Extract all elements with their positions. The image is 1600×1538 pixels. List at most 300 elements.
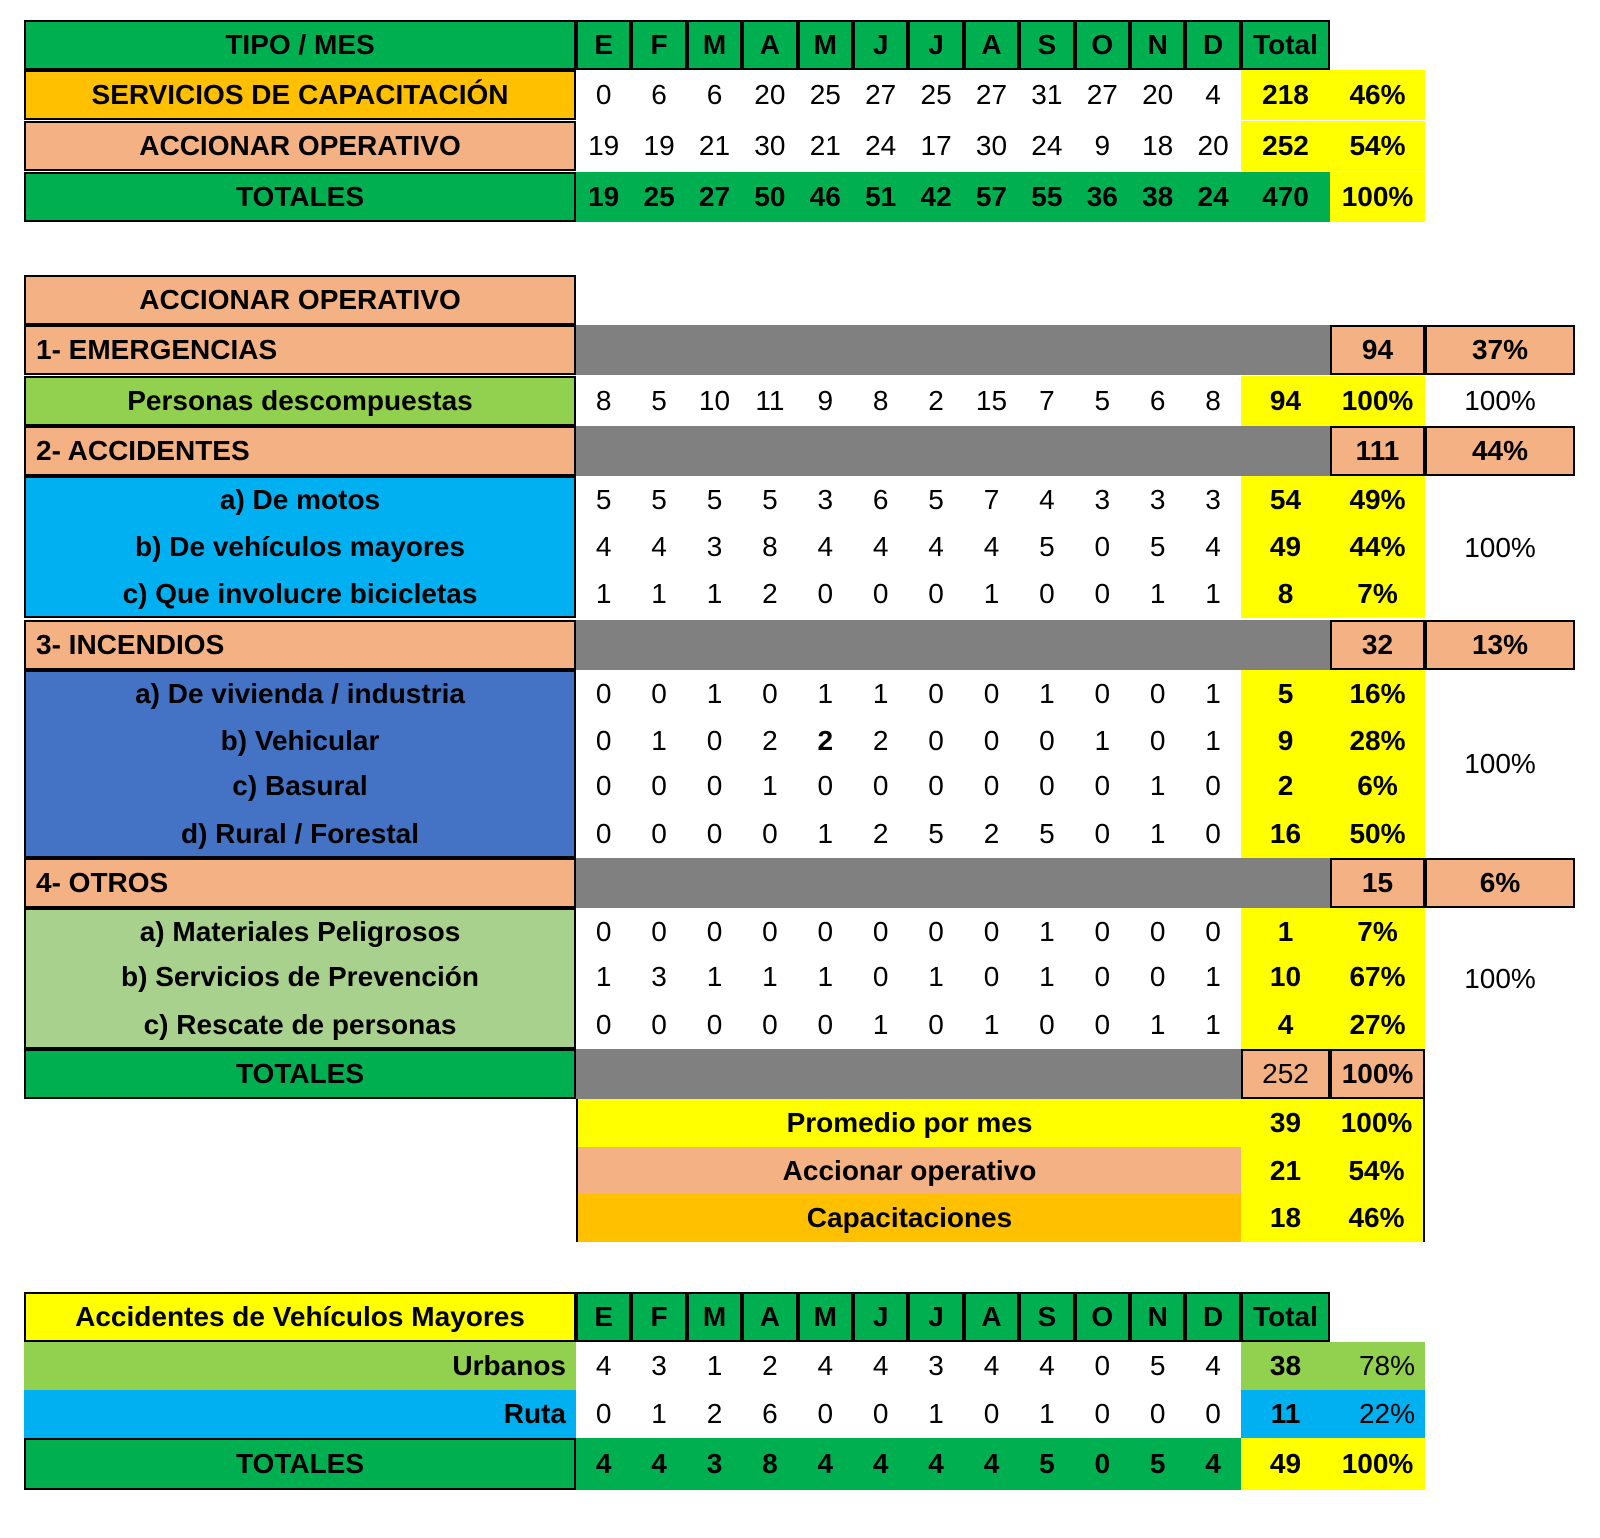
item-cell: 0 xyxy=(1094,678,1111,709)
vehiculos-row-label: Urbanos xyxy=(24,1342,576,1390)
item-cell: 5 xyxy=(651,484,667,515)
month-header: S xyxy=(1019,20,1074,70)
summary-pct: 54% xyxy=(1330,121,1425,171)
item-cell: 0 xyxy=(1039,578,1055,609)
item-cell: 1 xyxy=(1149,578,1166,609)
vehiculos-totals-cell: 4 xyxy=(798,1438,853,1490)
vehiculos-cell: 1 xyxy=(1039,1398,1055,1429)
section-total: 111 xyxy=(1330,426,1425,476)
summary-totals-cell: 51 xyxy=(853,172,908,222)
item-pct: 50% xyxy=(1330,810,1425,858)
item-label: b) Vehicular xyxy=(220,725,380,756)
month-header: E xyxy=(576,20,631,70)
vehiculos-cell: 0 xyxy=(1094,1350,1111,1381)
section-band xyxy=(576,426,1332,476)
item-cell: 1 xyxy=(983,1009,1000,1040)
vehiculos-cell: 1 xyxy=(928,1398,944,1429)
summary-cell: 19 xyxy=(588,130,620,161)
item-cell: 5 xyxy=(1039,531,1055,562)
vehiculos-cell: 0 xyxy=(817,1398,834,1429)
item-total: 8 xyxy=(1241,570,1330,618)
item-cell: 0 xyxy=(595,678,612,709)
item-cell: 4 xyxy=(595,531,612,562)
month-header: J xyxy=(853,1292,908,1342)
summary-totals-total: 470 xyxy=(1241,172,1330,222)
item-cell: 1 xyxy=(651,578,667,609)
summary-cell: 21 xyxy=(809,130,841,161)
item-cell: 1 xyxy=(1205,725,1221,756)
item-cell: 1 xyxy=(1149,1009,1166,1040)
item-cell: 5 xyxy=(1149,531,1166,562)
item-cell: 4 xyxy=(651,531,667,562)
item-total: 94 xyxy=(1241,376,1330,426)
item-cell: 4 xyxy=(1039,484,1055,515)
item-label: Personas descompuestas xyxy=(127,385,473,416)
item-cell: 0 xyxy=(1094,1009,1111,1040)
item-cell: 2 xyxy=(762,725,778,756)
month-header: F xyxy=(631,20,686,70)
item-cell: 1 xyxy=(1205,578,1221,609)
item-cell: 0 xyxy=(872,578,889,609)
item-cell: 4 xyxy=(983,531,1000,562)
vehiculos-cell: 4 xyxy=(983,1350,1000,1381)
item-cell: 0 xyxy=(872,916,889,947)
month-header: J xyxy=(853,20,908,70)
item-cell: 10 xyxy=(698,385,731,416)
item-cell: 15 xyxy=(975,385,1008,416)
section-label: 1- EMERGENCIAS xyxy=(24,325,576,375)
summary-header-label: TIPO / MES xyxy=(24,20,576,70)
item-cell: 0 xyxy=(762,818,778,849)
item-cell: 5 xyxy=(595,484,612,515)
vehiculos-totals-cell: 5 xyxy=(1019,1438,1074,1490)
item-cell: 2 xyxy=(762,578,778,609)
month-header: D xyxy=(1185,1292,1240,1342)
item-label: a) Materiales Peligrosos xyxy=(139,916,461,947)
vehiculos-cell: 0 xyxy=(1149,1398,1166,1429)
summary-cell: 20 xyxy=(1142,79,1174,110)
group-pct: 100% xyxy=(1464,385,1536,416)
vehiculos-totals-cell: 4 xyxy=(631,1438,686,1490)
item-cell: 1 xyxy=(872,678,889,709)
item-cell: 0 xyxy=(983,916,1000,947)
item-cell: 1 xyxy=(1205,1009,1221,1040)
item-label: b) Servicios de Prevención xyxy=(121,961,479,992)
summary-cell: 9 xyxy=(1094,130,1111,161)
vehiculos-totals-total: 49 xyxy=(1241,1438,1330,1490)
item-cell: 0 xyxy=(1149,916,1166,947)
item-cell: 0 xyxy=(928,678,944,709)
item-cell: 5 xyxy=(1039,818,1055,849)
month-header: M xyxy=(798,1292,853,1342)
item-cell: 2 xyxy=(983,818,1000,849)
promedio-value: 39 xyxy=(1241,1099,1330,1147)
item-cell: 3 xyxy=(1094,484,1111,515)
summary-cell: 27 xyxy=(975,79,1008,110)
item-cell: 0 xyxy=(1039,770,1055,801)
total-header: Total xyxy=(1241,1292,1330,1342)
item-cell: 0 xyxy=(928,725,944,756)
promedio-pct: 54% xyxy=(1330,1147,1423,1194)
item-cell: 0 xyxy=(1094,770,1111,801)
item-total: 5 xyxy=(1241,670,1330,718)
summary-cell: 30 xyxy=(975,130,1008,161)
month-header: N xyxy=(1130,1292,1185,1342)
section-label: 4- OTROS xyxy=(24,858,576,908)
summary-totals-pct: 100% xyxy=(1330,172,1425,222)
item-cell: 0 xyxy=(983,725,1000,756)
vehiculos-header-label: Accidentes de Vehículos Mayores xyxy=(24,1292,576,1342)
operativo-totals-total: 252 xyxy=(1241,1049,1330,1099)
section-total: 94 xyxy=(1330,325,1425,375)
vehiculos-totals-cell: 4 xyxy=(1185,1438,1240,1490)
item-cell: 0 xyxy=(817,578,834,609)
section-pct: 37% xyxy=(1425,325,1575,375)
summary-totals-cell: 42 xyxy=(908,172,963,222)
vehiculos-totals-cell: 4 xyxy=(576,1438,631,1490)
item-cell: 1 xyxy=(1039,678,1055,709)
section-label: 2- ACCIDENTES xyxy=(24,426,576,476)
vehiculos-pct: 78% xyxy=(1330,1342,1425,1390)
vehiculos-totals-cell: 3 xyxy=(687,1438,742,1490)
operativo-title: ACCIONAR OPERATIVO xyxy=(24,275,576,325)
item-pct: 49% xyxy=(1330,476,1425,524)
item-cell: 0 xyxy=(1039,725,1055,756)
item-cell: 4 xyxy=(872,531,889,562)
section-pct: 13% xyxy=(1425,620,1575,670)
vehiculos-cell: 0 xyxy=(983,1398,1000,1429)
item-pct: 6% xyxy=(1330,762,1425,810)
summary-totals-cell: 27 xyxy=(687,172,742,222)
summary-totals-cell: 19 xyxy=(576,172,631,222)
item-pct: 16% xyxy=(1330,670,1425,718)
month-header: F xyxy=(631,1292,686,1342)
item-label: b) De vehículos mayores xyxy=(135,531,465,562)
item-cell: 9 xyxy=(817,385,834,416)
item-cell: 1 xyxy=(706,961,723,992)
month-header: O xyxy=(1075,20,1130,70)
item-cell: 3 xyxy=(706,531,723,562)
item-cell: 0 xyxy=(651,1009,667,1040)
item-cell: 3 xyxy=(1205,484,1221,515)
item-cell: 4 xyxy=(928,531,944,562)
month-header: N xyxy=(1130,20,1185,70)
summary-cell: 24 xyxy=(1031,130,1063,161)
vehiculos-cell: 3 xyxy=(928,1350,944,1381)
item-cell: 3 xyxy=(817,484,834,515)
item-cell: 1 xyxy=(1205,961,1221,992)
item-cell: 1 xyxy=(817,961,834,992)
operativo-totals-band xyxy=(576,1049,1241,1099)
promedio-value: 21 xyxy=(1241,1147,1330,1194)
item-label: a) De motos xyxy=(219,484,381,515)
item-pct: 44% xyxy=(1330,523,1425,571)
item-cell: 1 xyxy=(817,818,834,849)
item-cell: 2 xyxy=(872,818,889,849)
item-cell: 5 xyxy=(706,484,723,515)
summary-cell: 24 xyxy=(865,130,897,161)
group-pct: 100% xyxy=(1464,748,1536,779)
summary-totals-cell: 25 xyxy=(631,172,686,222)
vehiculos-cell: 6 xyxy=(762,1398,778,1429)
vehiculos-cell: 0 xyxy=(1205,1398,1221,1429)
vehiculos-cell: 0 xyxy=(872,1398,889,1429)
month-header: J xyxy=(908,20,963,70)
vehiculos-cell: 2 xyxy=(762,1350,778,1381)
summary-cell: 20 xyxy=(1197,130,1229,161)
summary-cell: 4 xyxy=(1205,79,1221,110)
group-pct: 100% xyxy=(1464,532,1536,563)
item-cell: 1 xyxy=(1205,678,1221,709)
item-cell: 0 xyxy=(1149,961,1166,992)
item-cell: 1 xyxy=(1149,818,1166,849)
item-cell: 6 xyxy=(872,484,889,515)
item-total: 49 xyxy=(1241,523,1330,571)
item-cell: 0 xyxy=(651,916,667,947)
summary-total: 252 xyxy=(1241,121,1330,171)
item-cell: 0 xyxy=(1039,1009,1055,1040)
vehiculos-cell: 0 xyxy=(1094,1398,1111,1429)
summary-cell: 27 xyxy=(865,79,897,110)
summary-cell: 17 xyxy=(920,130,952,161)
vehiculos-totals-cell: 4 xyxy=(908,1438,963,1490)
item-pct: 100% xyxy=(1330,376,1425,426)
summary-cell: 0 xyxy=(595,79,612,110)
vehiculos-totals-cell: 4 xyxy=(853,1438,908,1490)
item-cell: 1 xyxy=(983,578,1000,609)
item-cell: 6 xyxy=(1149,385,1166,416)
item-cell: 4 xyxy=(1205,531,1221,562)
item-cell: 1 xyxy=(1039,961,1055,992)
summary-cell: 31 xyxy=(1031,79,1063,110)
summary-cell: 30 xyxy=(754,130,786,161)
item-cell: 0 xyxy=(928,770,944,801)
summary-totals-cell: 24 xyxy=(1185,172,1240,222)
item-cell: 5 xyxy=(1094,385,1111,416)
summary-cell: 20 xyxy=(754,79,786,110)
item-cell: 0 xyxy=(706,818,723,849)
item-cell: 5 xyxy=(762,484,778,515)
item-cell: 0 xyxy=(1205,818,1221,849)
item-pct: 7% xyxy=(1330,908,1425,956)
item-cell: 0 xyxy=(706,770,723,801)
month-header: J xyxy=(908,1292,963,1342)
vehiculos-cell: 3 xyxy=(651,1350,667,1381)
operativo-totals-pct: 100% xyxy=(1330,1049,1425,1099)
month-header: A xyxy=(964,1292,1019,1342)
item-cell: 0 xyxy=(872,770,889,801)
item-cell: 5 xyxy=(651,385,667,416)
section-label: 3- INCENDIOS xyxy=(24,620,576,670)
vehiculos-totals-cell: 5 xyxy=(1130,1438,1185,1490)
month-header: A xyxy=(742,20,797,70)
vehiculos-totals-pct: 100% xyxy=(1330,1438,1425,1490)
item-pct: 7% xyxy=(1330,570,1425,618)
item-cell: 1 xyxy=(762,770,778,801)
item-cell: 0 xyxy=(651,678,667,709)
summary-totals-cell: 38 xyxy=(1130,172,1185,222)
item-cell: 0 xyxy=(595,1009,612,1040)
month-header: E xyxy=(576,1292,631,1342)
summary-cell: 25 xyxy=(809,79,841,110)
summary-cell: 6 xyxy=(651,79,667,110)
item-cell: 0 xyxy=(1149,725,1166,756)
item-total: 9 xyxy=(1241,717,1330,765)
vehiculos-total: 11 xyxy=(1241,1390,1330,1438)
item-cell: 0 xyxy=(928,578,944,609)
total-header: Total xyxy=(1241,20,1330,70)
item-cell: 0 xyxy=(762,678,778,709)
item-total: 54 xyxy=(1241,476,1330,524)
vehiculos-totals-label: TOTALES xyxy=(24,1438,576,1490)
item-label: c) Que involucre bicicletas xyxy=(122,578,478,609)
item-cell: 0 xyxy=(651,770,667,801)
section-total: 32 xyxy=(1330,620,1425,670)
item-label: c) Basural xyxy=(232,770,368,801)
item-cell: 8 xyxy=(762,531,778,562)
promedio-value: 18 xyxy=(1241,1194,1330,1242)
item-cell: 1 xyxy=(872,1009,889,1040)
item-cell: 1 xyxy=(595,578,612,609)
summary-pct: 46% xyxy=(1330,70,1425,120)
month-header: M xyxy=(687,1292,742,1342)
item-cell: 8 xyxy=(1205,385,1221,416)
item-cell: 0 xyxy=(817,916,834,947)
summary-totals-cell: 55 xyxy=(1019,172,1074,222)
vehiculos-cell: 4 xyxy=(872,1350,889,1381)
item-pct: 67% xyxy=(1330,953,1425,1001)
item-cell: 7 xyxy=(983,484,1000,515)
vehiculos-cell: 4 xyxy=(817,1350,834,1381)
item-cell: 7 xyxy=(1039,385,1055,416)
item-cell: 0 xyxy=(762,1009,778,1040)
summary-totals-cell: 36 xyxy=(1075,172,1130,222)
section-pct: 44% xyxy=(1425,426,1575,476)
vehiculos-total: 38 xyxy=(1241,1342,1330,1390)
item-pct: 27% xyxy=(1330,1001,1425,1049)
summary-cell: 19 xyxy=(643,130,675,161)
vehiculos-cell: 4 xyxy=(1205,1350,1221,1381)
item-cell: 3 xyxy=(651,961,667,992)
item-cell: 2 xyxy=(817,725,834,756)
month-header: M xyxy=(687,20,742,70)
item-cell: 5 xyxy=(928,818,944,849)
summary-cell: 21 xyxy=(698,130,731,161)
summary-cell: 25 xyxy=(920,79,952,110)
vehiculos-cell: 5 xyxy=(1149,1350,1166,1381)
section-total: 15 xyxy=(1330,858,1425,908)
item-cell: 0 xyxy=(1094,818,1111,849)
item-cell: 1 xyxy=(706,578,723,609)
vehiculos-cell: 1 xyxy=(706,1350,723,1381)
item-cell: 0 xyxy=(1094,531,1111,562)
operativo-totals-label: TOTALES xyxy=(24,1049,576,1099)
item-cell: 0 xyxy=(595,725,612,756)
vehiculos-cell: 4 xyxy=(1039,1350,1055,1381)
item-cell: 1 xyxy=(651,725,667,756)
item-cell: 0 xyxy=(983,770,1000,801)
item-cell: 0 xyxy=(983,961,1000,992)
item-cell: 0 xyxy=(1149,678,1166,709)
item-cell: 0 xyxy=(817,1009,834,1040)
vehiculos-cell: 2 xyxy=(706,1398,723,1429)
item-cell: 1 xyxy=(817,678,834,709)
item-cell: 0 xyxy=(706,725,723,756)
item-total: 16 xyxy=(1241,810,1330,858)
item-cell: 1 xyxy=(1094,725,1111,756)
summary-cell: 27 xyxy=(1086,79,1118,110)
item-cell: 8 xyxy=(595,385,612,416)
item-total: 2 xyxy=(1241,762,1330,810)
promedio-label: Capacitaciones xyxy=(578,1194,1241,1242)
month-header: A xyxy=(964,20,1019,70)
summary-totals-label: TOTALES xyxy=(24,172,576,222)
item-cell: 1 xyxy=(762,961,778,992)
item-cell: 11 xyxy=(755,385,785,416)
promedio-label: Promedio por mes xyxy=(578,1099,1241,1147)
summary-row-label: SERVICIOS DE CAPACITACIÓN xyxy=(24,70,576,120)
summary-totals-cell: 57 xyxy=(964,172,1019,222)
item-cell: 0 xyxy=(595,916,612,947)
item-cell: 1 xyxy=(706,678,723,709)
vehiculos-pct: 22% xyxy=(1330,1390,1425,1438)
item-cell: 8 xyxy=(872,385,889,416)
item-cell: 0 xyxy=(928,916,944,947)
vehiculos-totals-cell: 4 xyxy=(964,1438,1019,1490)
summary-total: 218 xyxy=(1241,70,1330,120)
item-cell: 1 xyxy=(595,961,612,992)
item-cell: 0 xyxy=(1094,578,1111,609)
summary-cell: 6 xyxy=(706,79,723,110)
item-cell: 0 xyxy=(762,916,778,947)
summary-totals-cell: 46 xyxy=(798,172,853,222)
item-label: a) De vivienda / industria xyxy=(135,678,465,709)
item-cell: 1 xyxy=(1039,916,1055,947)
item-cell: 3 xyxy=(1149,484,1166,515)
summary-totals-cell: 50 xyxy=(742,172,797,222)
item-label: c) Rescate de personas xyxy=(143,1009,457,1040)
item-total: 4 xyxy=(1241,1001,1330,1049)
item-cell: 2 xyxy=(872,725,889,756)
item-cell: 1 xyxy=(1149,770,1166,801)
item-cell: 0 xyxy=(983,678,1000,709)
item-cell: 0 xyxy=(595,770,612,801)
promedio-pct: 100% xyxy=(1330,1099,1423,1147)
section-pct: 6% xyxy=(1425,858,1575,908)
item-label: d) Rural / Forestal xyxy=(180,818,420,849)
section-band xyxy=(576,858,1332,908)
item-total: 1 xyxy=(1241,908,1330,956)
summary-cell: 18 xyxy=(1142,130,1174,161)
summary-row-label: ACCIONAR OPERATIVO xyxy=(24,121,576,171)
item-cell: 0 xyxy=(1205,916,1221,947)
month-header: O xyxy=(1075,1292,1130,1342)
item-cell: 0 xyxy=(1094,916,1111,947)
month-header: S xyxy=(1019,1292,1074,1342)
item-cell: 0 xyxy=(928,1009,944,1040)
item-cell: 0 xyxy=(1094,961,1111,992)
item-cell: 5 xyxy=(928,484,944,515)
vehiculos-row-label: Ruta xyxy=(24,1390,576,1438)
item-cell: 0 xyxy=(872,961,889,992)
item-cell: 0 xyxy=(651,818,667,849)
item-cell: 0 xyxy=(595,818,612,849)
promedio-pct: 46% xyxy=(1330,1194,1423,1242)
item-cell: 2 xyxy=(928,385,944,416)
month-header: M xyxy=(798,20,853,70)
item-cell: 0 xyxy=(1205,770,1221,801)
item-cell: 1 xyxy=(928,961,944,992)
